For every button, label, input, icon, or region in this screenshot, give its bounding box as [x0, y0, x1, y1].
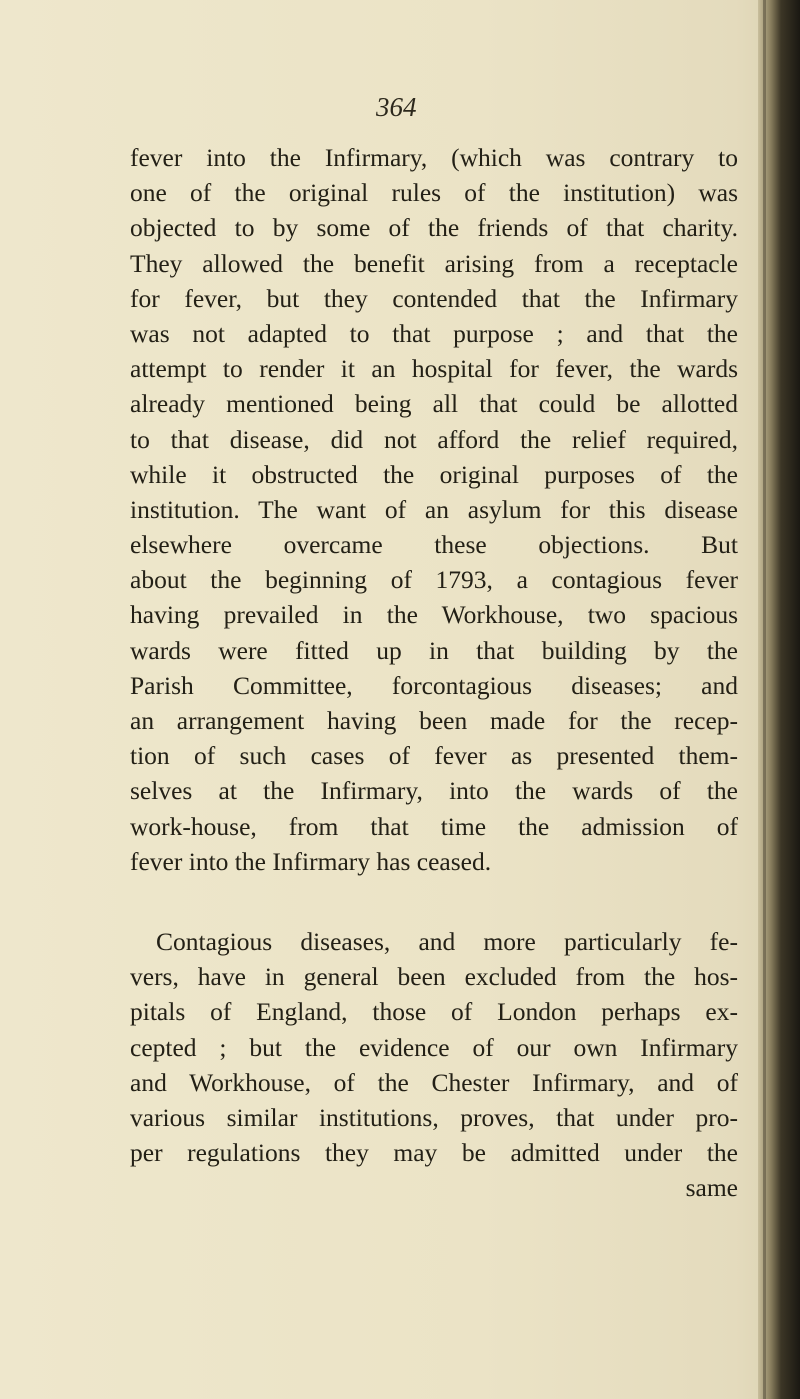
text-line: elsewhere overcame these objections. But	[130, 530, 738, 560]
paragraph-1	[130, 140, 738, 879]
paragraph-2	[130, 924, 738, 1206]
text-line: various similar institutions, proves, that under pro-	[130, 1102, 738, 1132]
text-line: cepted ; but the evidence of our own Infirmary	[130, 1032, 738, 1062]
text-line: about the beginning of 1793, a contagious fever	[130, 565, 738, 595]
text-line: pitals of England, those of London perhaps ex-	[130, 997, 738, 1027]
body-text	[130, 140, 738, 1205]
text-line: Contagious diseases, and more particularly fe-	[156, 926, 738, 956]
text-line: work-house, from that time the admission of	[130, 811, 738, 841]
text-line: They allowed the benefit arising from a receptacle	[130, 248, 738, 278]
text-line: fever into the Infirmary, (which was contrary to	[130, 143, 738, 172]
catchword: same	[685, 1173, 738, 1203]
text-line: to that disease, did not afford the relief required,	[130, 424, 738, 454]
text-line: having prevailed in the Workhouse, two spacious	[130, 600, 738, 630]
text-line: institution. The want of an asylum for this disease	[130, 494, 738, 524]
text-line: selves at the Infirmary, into the wards of the	[130, 776, 738, 806]
text-line: per regulations they may be admitted under the	[130, 1138, 738, 1168]
text-line: an arrangement having been made for the recep-	[130, 706, 738, 735]
text-line: while it obstructed the original purposes of the	[130, 459, 738, 489]
page-number: 364	[376, 92, 417, 122]
text-line: one of the original rules of the institution) was	[130, 178, 738, 208]
text-line: objected to by some of the friends of that charity.	[130, 213, 738, 243]
text-line: for fever, but they contended that the Infirmary	[130, 283, 738, 313]
text-line: already mentioned being all that could be allotted	[130, 389, 738, 419]
text-line: wards were fitted up in that building by the	[130, 635, 738, 665]
text-line: was not adapted to that purpose ; and that the	[130, 318, 738, 348]
text-line: tion of such cases of fever as presented them-	[130, 741, 738, 771]
paragraph-gap	[130, 879, 738, 924]
text-line: and Workhouse, of the Chester Infirmary, and of	[130, 1067, 738, 1097]
text-line: vers, have in general been excluded from the hos-	[130, 962, 738, 992]
gutter-edge-line	[763, 0, 766, 1399]
text-line: fever into the Infirmary has ceased.	[130, 846, 492, 876]
text-line: Parish Committee, forcontagious diseases; and	[130, 670, 738, 700]
text-line: attempt to render it an hospital for fever, the wards	[130, 354, 738, 384]
